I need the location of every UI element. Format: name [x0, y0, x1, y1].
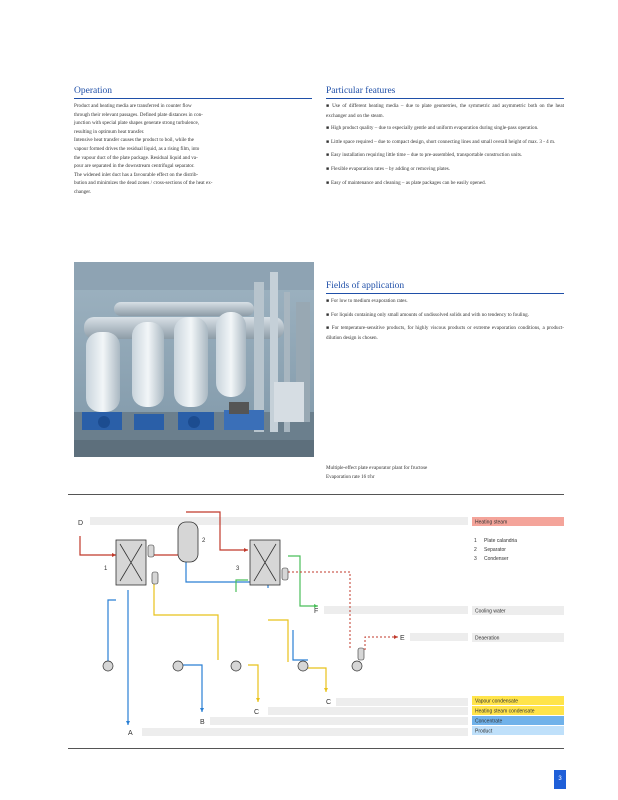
features-rule	[326, 98, 564, 99]
legend-product: Product	[475, 728, 493, 735]
bullet-square-icon: ■	[326, 180, 330, 186]
plant-photo	[74, 262, 314, 457]
legend-deaeration: Deaeration	[475, 635, 500, 642]
bullet-square-icon: ■	[326, 166, 330, 172]
bullet-item	[326, 138, 564, 148]
bullet-text: Use of different heating media – due to plate geometries, the symmetric and asymmetric both on the heat exchanger and on the steam.	[326, 103, 564, 119]
flow-diagram	[68, 500, 568, 750]
component-2-label: Separator	[484, 547, 506, 553]
bullet-text: Easy of maintenance and cleaning – as plate packages can be easily opened.	[331, 179, 486, 186]
bullet-square-icon: ■	[326, 126, 330, 132]
bullet-square-icon: ■	[326, 139, 330, 145]
bullet-item	[326, 324, 564, 342]
operation-line: bution and minimizes the dead zones / cross-sections of the heat ex-	[74, 180, 213, 187]
component-3-label: Condenser	[484, 556, 509, 562]
fields-list	[326, 297, 564, 346]
photo-caption	[326, 464, 427, 481]
legend-heating-steam: Heating steam	[475, 519, 508, 526]
bullet-square-icon: ■	[326, 104, 331, 109]
label-E: E	[400, 635, 405, 642]
fields-title: Fields of application	[326, 281, 405, 291]
label-n2: 2	[202, 538, 206, 544]
operation-line: Product and heating media are transferred in counter flow	[74, 103, 192, 109]
bullet-text: High product quality – due to especially gentle and uniform evaporation during single-pass operation.	[331, 125, 539, 132]
component-3-num: 3	[474, 556, 477, 562]
label-A: A	[128, 730, 133, 737]
operation-line: changer.	[74, 188, 92, 195]
label-D: D	[78, 520, 84, 527]
bottom-divider	[68, 748, 564, 749]
operation-line: resulting in optimum heat transfer.	[74, 128, 145, 135]
operation-line: The widened inlet duct has a favourable effect on the distrib-	[74, 171, 199, 178]
page-number: 3	[554, 770, 566, 789]
operation-line: junction with special plate shapes generate strong turbulence,	[74, 120, 200, 127]
label-B: B	[200, 719, 205, 726]
caption-line-1: Multiple-effect plate evaporator plant for fructose	[326, 465, 428, 471]
bullet-square-icon: ■	[326, 299, 330, 304]
top-divider	[68, 494, 564, 495]
fields-rule	[326, 293, 564, 294]
component-1-num: 1	[474, 538, 477, 544]
operation-line: the vapour duct of the plate package. Residual liquid and va-	[74, 154, 198, 161]
legend-heating-steam-condensate: Heating steam condensate	[475, 708, 535, 715]
operation-title: Operation	[74, 86, 112, 96]
operation-line: Intensive heat transfer causes the product to boil, while the	[74, 137, 194, 144]
legend-vapour-condensate: Vapour condensate	[475, 698, 518, 705]
bullet-item	[326, 297, 564, 307]
legend-concentrate: Concentrate	[475, 718, 503, 725]
label-C2: C	[254, 709, 260, 716]
bullet-text: Easy installation requiring little time – due to pre-assembled, transportable construction units.	[331, 152, 523, 159]
bullet-square-icon: ■	[326, 153, 330, 159]
component-1-label: Plate calandria	[484, 538, 518, 544]
label-n3: 3	[236, 566, 240, 572]
bullet-text: For low to medium evaporation rates.	[331, 298, 408, 304]
operation-line: pour are separated in the downstream centrifugal separator.	[74, 163, 195, 170]
bullet-item	[326, 311, 564, 321]
features-title: Particular features	[326, 86, 396, 96]
component-2-num: 2	[474, 547, 477, 553]
caption-line-2: Evaporation rate 16 t/hr	[326, 473, 375, 480]
bullet-text: For temperature-sensitive products, for highly viscous products or extreme evaporation conditions, a product-dilution design is chosen.	[326, 325, 564, 341]
operation-line: vapour formed drives the residual liquid, as a rising film, into	[74, 145, 200, 152]
operation-text	[74, 102, 312, 197]
bullet-text: Little space required – due to compact design, short connecting lines and small overall height of max. 3 - 4 m.	[331, 138, 556, 145]
bullet-item	[326, 151, 564, 161]
bullet-item	[326, 124, 564, 134]
bullet-square-icon: ■	[326, 326, 330, 332]
label-C1: C	[326, 699, 332, 706]
bullet-square-icon: ■	[326, 312, 330, 318]
bullet-item	[326, 165, 564, 175]
operation-line: through their relevant passages. Defined plate distances in con-	[74, 111, 203, 118]
legend-cooling-water: Cooling water	[475, 608, 506, 615]
label-F: F	[314, 608, 319, 615]
bullet-text: Flexible evaporation rates – by adding or removing plates.	[331, 165, 450, 172]
bullet-item	[326, 102, 564, 120]
bullet-text: For liquids containing only small amounts of undissolved solids and with no tendency to fouling.	[331, 311, 529, 318]
features-list	[326, 102, 564, 192]
operation-rule	[74, 98, 312, 99]
bullet-item	[326, 179, 564, 189]
label-n1: 1	[104, 566, 108, 572]
